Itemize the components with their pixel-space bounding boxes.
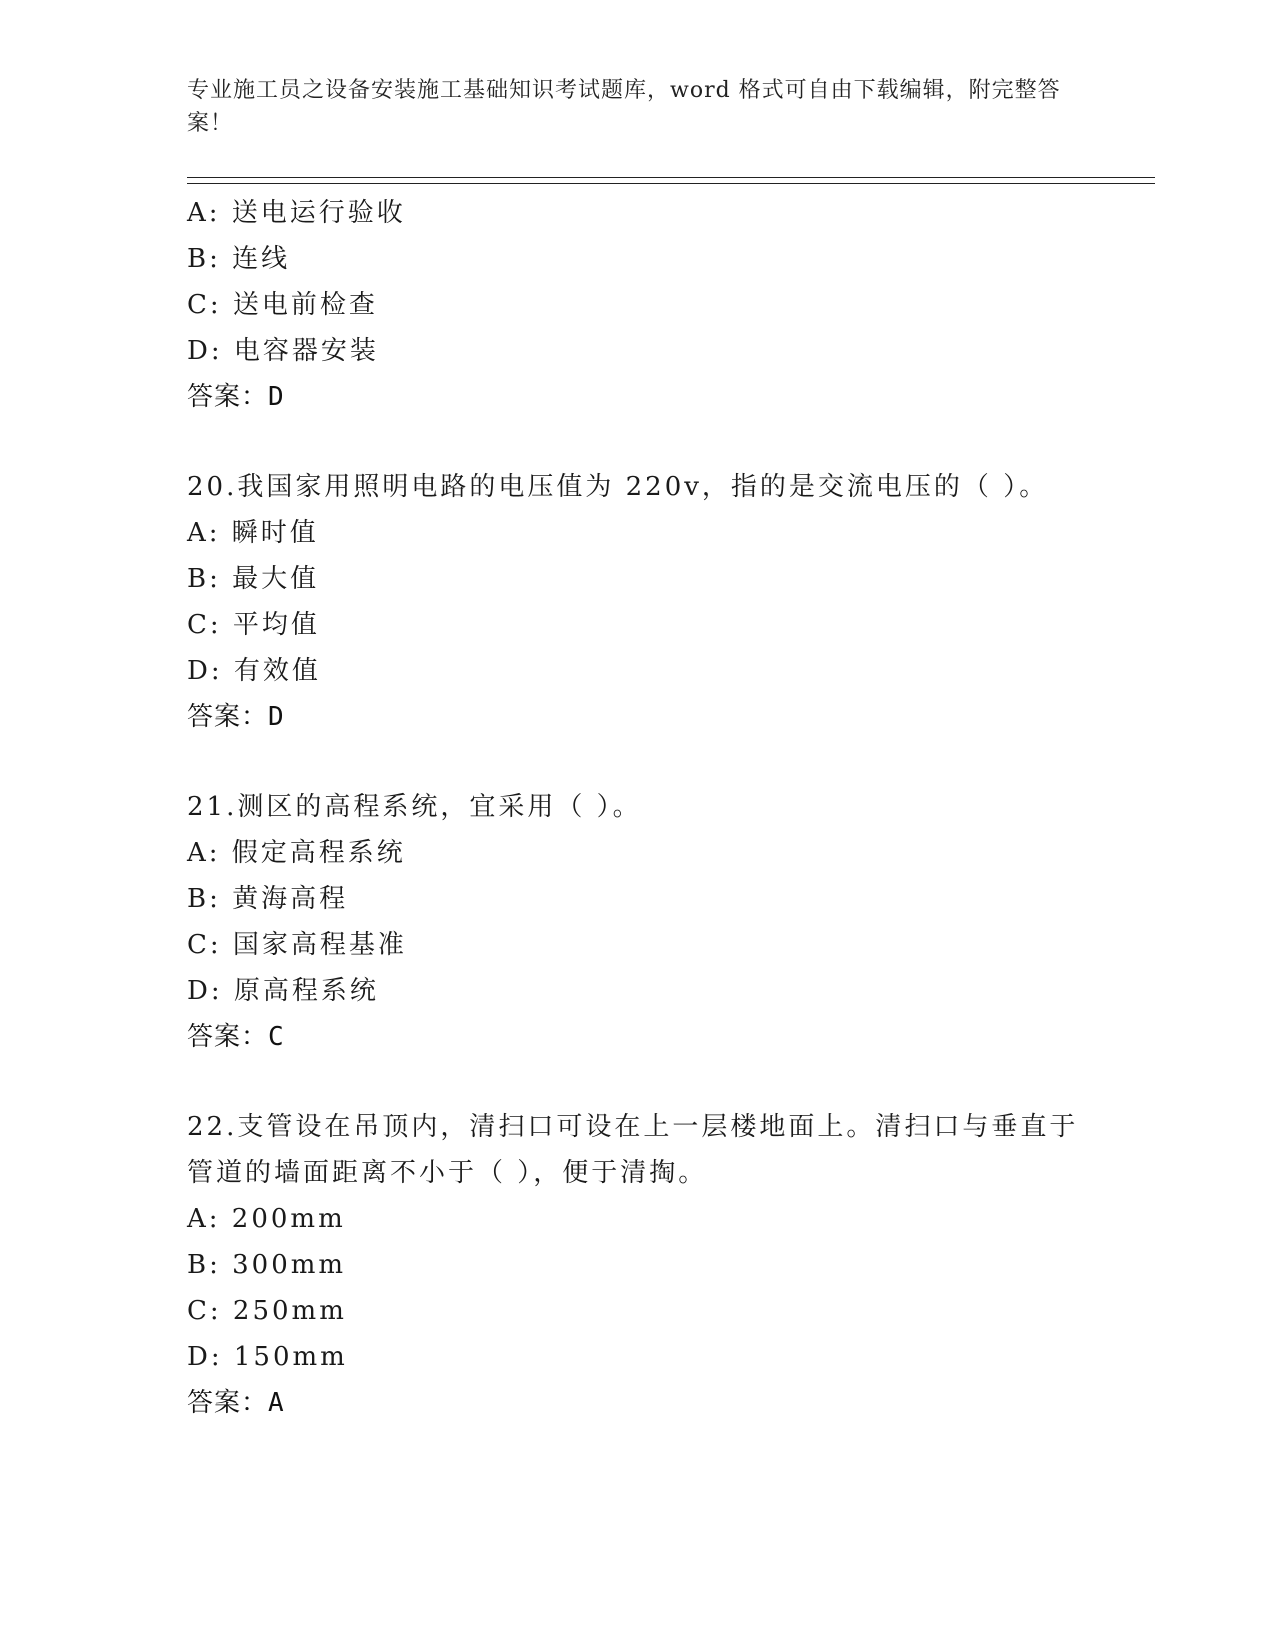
option-c: C: 国家高程基准 xyxy=(187,930,407,960)
option-a: A: 瞬时值 xyxy=(187,518,319,548)
option-c: C: 送电前检查 xyxy=(187,290,378,320)
option-a: A: 假定高程系统 xyxy=(187,838,406,868)
question-list xyxy=(187,190,1147,1426)
option-c: C: 平均值 xyxy=(187,610,320,640)
option-d: D: 150mm xyxy=(187,1342,348,1372)
option-a: A: 送电运行验收 xyxy=(187,198,406,228)
option-d: D: 有效值 xyxy=(187,656,321,686)
option-b: B: 300mm xyxy=(187,1250,347,1280)
question-block-21 xyxy=(187,784,1147,1060)
option-a: A: 200mm xyxy=(187,1204,346,1234)
question-stem-line-1: 22.支管设在吊顶内，清扫口可设在上一层楼地面上。清扫口与垂直于 xyxy=(187,1112,1079,1142)
question-stem: 21.测区的高程系统，宜采用（ ）。 xyxy=(187,792,642,822)
header-rule-bottom xyxy=(187,183,1155,184)
option-d: D: 原高程系统 xyxy=(187,976,379,1006)
option-b: B: 黄海高程 xyxy=(187,884,349,914)
question-stem-line-2: 管道的墙面距离不小于（ ），便于清掏。 xyxy=(187,1158,708,1188)
document-header: 专业施工员之设备安装施工基础知识考试题库，word 格式可自由下载编辑，附完整答案！ xyxy=(187,78,1061,136)
option-d: D: 电容器安装 xyxy=(187,336,379,366)
question-block-20 xyxy=(187,464,1147,740)
header-rule-top xyxy=(187,177,1155,178)
answer: 答案：C xyxy=(187,1022,285,1052)
question-block-19 xyxy=(187,190,1147,420)
option-b: B: 连线 xyxy=(187,244,291,274)
option-c: C: 250mm xyxy=(187,1296,347,1326)
question-stem: 20.我国家用照明电路的电压值为 220v，指的是交流电压的（ ）。 xyxy=(187,472,1049,502)
option-b: B: 最大值 xyxy=(187,564,320,594)
answer: 答案：D xyxy=(187,382,285,412)
answer: 答案：A xyxy=(187,1388,285,1418)
question-block-22 xyxy=(187,1104,1147,1426)
answer: 答案：D xyxy=(187,702,285,732)
